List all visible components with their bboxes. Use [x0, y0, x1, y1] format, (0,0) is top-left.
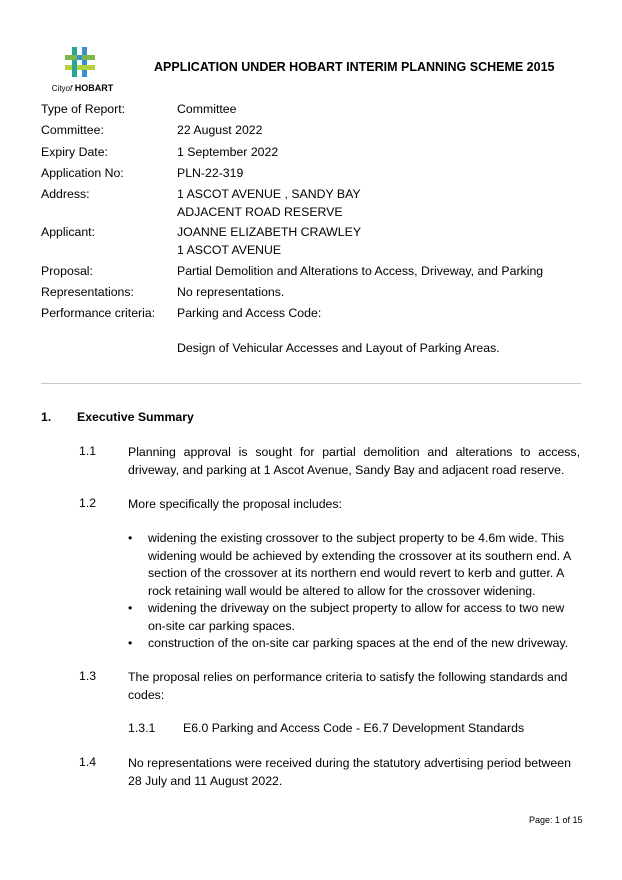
detail-label: Applicant:: [41, 225, 96, 239]
bullet-icon: •: [128, 601, 133, 615]
paragraph-text: No representations were received during the statutory advertising period between 28 July and 11 August 2022.: [128, 756, 571, 788]
subitem-text: E6.0 Parking and Access Code - E6.7 Development Standards: [183, 721, 525, 735]
paragraph-number: 1.2: [79, 496, 97, 510]
detail-label: Application No:: [41, 166, 124, 180]
paragraph-number: 1.1: [79, 444, 97, 458]
detail-value: 22 August 2022: [177, 123, 263, 137]
document-title: APPLICATION UNDER HOBART INTERIM PLANNING SCHEME 2015: [154, 60, 555, 74]
detail-value: Committee: [177, 102, 237, 116]
bullet-icon: •: [128, 636, 133, 650]
paragraph-text: More specifically the proposal includes:: [128, 497, 342, 511]
list-item: • widening the existing crossover to the subject property to be 4.6m wide. This widening would be achieved by extending the crossover at its southern end. A section of the crossover at its northern end would revert to kerb and gutter. A rock retaining wall would be altered to allow for the crossover widening.: [128, 531, 571, 598]
list-item: • construction of the on-site car parking spaces at the end of the new driveway.: [128, 635, 580, 653]
subitem-number: 1.3.1: [128, 721, 156, 735]
logo-wordmark: Cityof HOBART: [51, 83, 114, 93]
bullet-icon: •: [128, 531, 133, 545]
section-number: 1.: [41, 410, 52, 424]
paragraph-number: 1.4: [79, 755, 97, 769]
detail-value: PLN-22-319: [177, 166, 244, 180]
page-number: Page: 1 of 15: [529, 815, 583, 825]
detail-label: Type of Report:: [41, 102, 126, 116]
detail-label: Representations:: [41, 285, 134, 299]
proposal-bullet-list: [128, 530, 580, 653]
detail-label: Performance criteria:: [41, 306, 156, 320]
paragraph-number: 1.3: [79, 669, 97, 683]
section-divider: [41, 383, 581, 384]
detail-label: Expiry Date:: [41, 145, 108, 159]
list-item: • widening the driveway on the subject property to allow for access to two new on-site car parking spaces.: [128, 601, 565, 633]
detail-label: Committee:: [41, 123, 104, 137]
paragraph-text: The proposal relies on performance criteria to satisfy the following standards and codes:: [128, 670, 568, 702]
detail-value: No representations.: [177, 285, 285, 299]
section-title: Executive Summary: [77, 410, 194, 424]
detail-value: 1 September 2022: [177, 145, 279, 159]
detail-value: Parking and Access Code: Design of Vehicular Accesses and Layout of Parking Areas.: [177, 306, 500, 355]
detail-label: Proposal:: [41, 264, 93, 278]
detail-value: Partial Demolition and Alterations to Access, Driveway, and Parking: [177, 264, 544, 278]
paragraph-text: Planning approval is sought for partial demolition and alterations to access, driveway, and parking at 1 Ascot Avenue, Sandy Bay and adjacent road reserve.: [128, 445, 580, 477]
detail-value: 1 ASCOT AVENUE , SANDY BAY ADJACENT ROAD RESERVE: [177, 187, 361, 219]
detail-label: Address:: [41, 187, 90, 201]
detail-value: JOANNE ELIZABETH CRAWLEY 1 ASCOT AVENUE: [177, 225, 362, 257]
